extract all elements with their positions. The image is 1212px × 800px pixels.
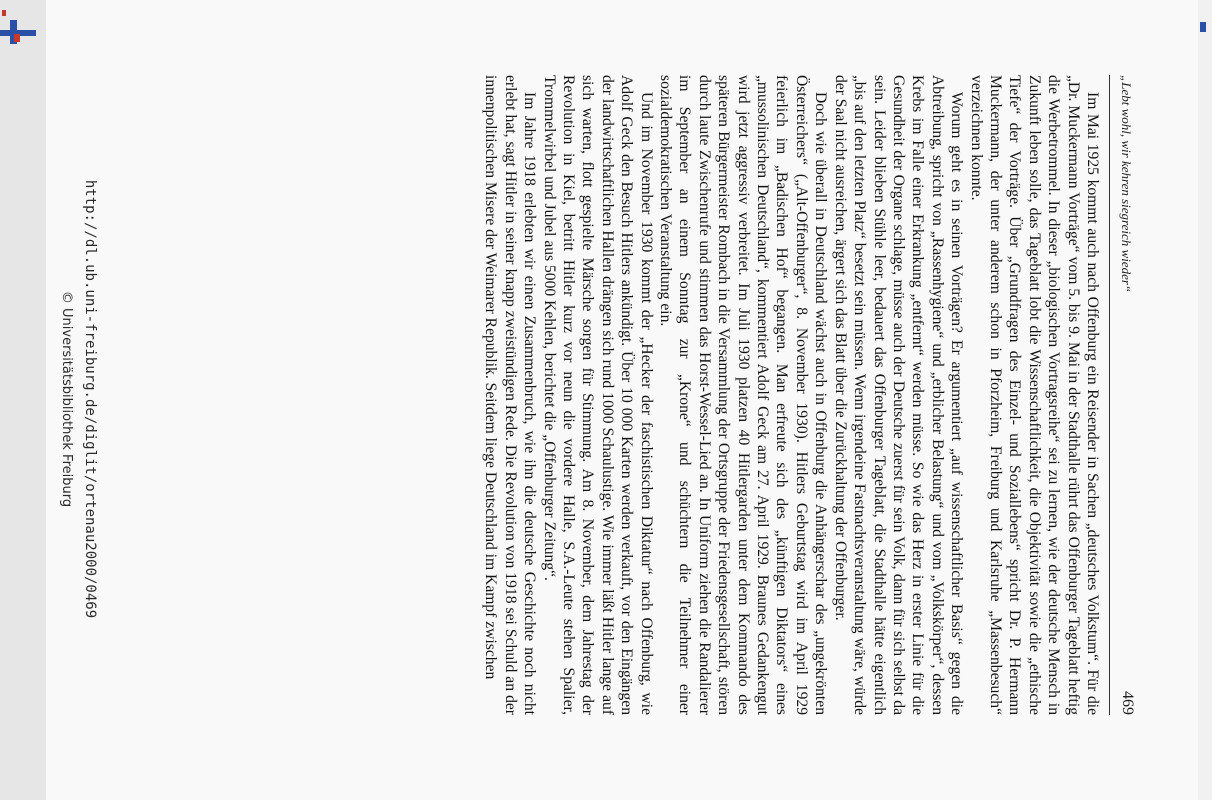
paragraph: Worum geht es in seinen Vorträgen? Er argumentiert „auf wissenschaftlicher Basis“ gegen die Abtreibung, spricht von „Rassenhygiene“ und „erblicher Belastung“ und vom „Volkskörper“, dessen Krebs im Falle einer Erkrankung „entfernt“ werden müsse. So wie das Herz in erster Linie für die Gesundheit der Organe schlage, müsse auch der Deutsche zuerst für sein Volk, dann für sich selbst da sein. Leider blieben Stühle leer, bedauert das Offenburger Tageblatt, die Stadthalle hätte eigentlich „bis auf den letzten Platz“ besetzt sein müssen. Wenn irgendeine Fastnachtsveranstaltung wäre, würde der Saal nicht ausreichen, ärgert sich das Blatt über die Zurückhaltung der Offenburger. <box>831 75 966 715</box>
viewer-right-strip <box>1198 0 1212 800</box>
source-url: http://dl.ub.uni-freiburg.de/diglit/ortenau2000/0469 <box>82 179 98 619</box>
paragraph: Und im November 1930 kommt der „Hecker der faschistischen Diktatur“ nach Offenburg, wie Adolf Geck den Besuch Hitlers ankündigt. Über 10 000 Karten werden verkauft, vor den Eingängen der landwirtschaftlichen Hallen drängen sich rund 1000 Schaulustige. Wie immer läßt Hitler lange auf sich warten, flott gespielte Märsche sorgen für Stimmung. Am 8. November, dem Jahrestag der Revolution in Kiel, betritt Hitler kurz vor neun die vordere Halle, S.A.-Leute stehen Spalier, Trommelwirbel und Jubel aus 5000 Kehlen, berichtet die „Offenburger Zeitung“. <box>540 75 655 715</box>
scanned-page <box>46 0 1198 800</box>
rotated-page-content <box>46 0 1198 800</box>
widget-blue-corner-icon <box>1200 22 1206 32</box>
paragraph: Im Mai 1925 kommt auch nach Offenburg ein Reisender in Sachen „deutsches Volkstum“. Für die „Dr. Muckermann Vorträge“ vom 5. bis 9. Mai in der Stadthalle rührt das Offenburger Tageblatt heftig die Werbetrommel. In dieser „biologischen Vortragsreihe“ sei zu lernen, wie der deutsche Mensch in Zukunft leben solle, das Tageblatt lobt die Wissenschaftlichkeit, die Objektivität sowie die „ethische Tiefe“ der Vorträge. Über „Grundfragen des Einzel- und Soziallebens“ spricht Dr. P. Hermann Muckermann, der unter anderem schon in Pforzheim, Freiburg und Karlsruhe „Massenbesuch“ verzeichnen konnte. <box>967 75 1101 715</box>
body-text <box>481 75 1102 715</box>
paragraph: Doch wie überall in Deutschland wächst auch in Offenburg die Anhängerschar des „ungekrönten Österreichers“ („Alt-Offenburger“, 8. November 1930). Hitlers Geburtstag wird im April 1929 feierlich im „Badischen Hof“ begangen. Man erfreute sich des „künftigen Diktators“ eines „mussolinischen Deutschland“, kommentiert Adolf Geck am 27. April 1929. Braunes Gedankengut wird jetzt aggressiv verbreitet. Im Juli 1930 platzen 40 Hitlergarden unter dem Kommando des späteren Bürgermeister Rombach in die Versammlung der Ortsgruppe der Friedensgesellschaft, stören durch laute Zwischenrufe und stimmen das Horst-Wessel-Lied an. In Uniform ziehen die Randalierer im September an einem Sonntag zur „Krone“ und schüchtern die Teilnehmer einer sozialdemokratischen Veranstaltung ein. <box>657 75 830 715</box>
copyright-line: © Universitätsbibliothek Freiburg <box>59 290 74 508</box>
viewer-left-strip <box>0 0 46 800</box>
running-title: „Lebt wohl, wir kehren siegreich wieder“ <box>1119 75 1134 293</box>
running-header <box>1109 75 1140 715</box>
widget-red-block-icon <box>14 34 20 42</box>
paragraph: Im Jahre 1918 erlebten wir einen Zusammenbruch, wie ihn die deutsche Geschichte noch nicht erlebt hat, sagt Hitler in seiner knapp zweistündigen Rede. Die Revolution von 1918 sei Schuld an der innenpolitischen Misere der Weimarer Republik. Seitdem liege Deutschland im Kampf zwischen <box>482 75 539 715</box>
page-number: 469 <box>1119 691 1136 715</box>
widget-red-mark-icon <box>2 10 6 16</box>
